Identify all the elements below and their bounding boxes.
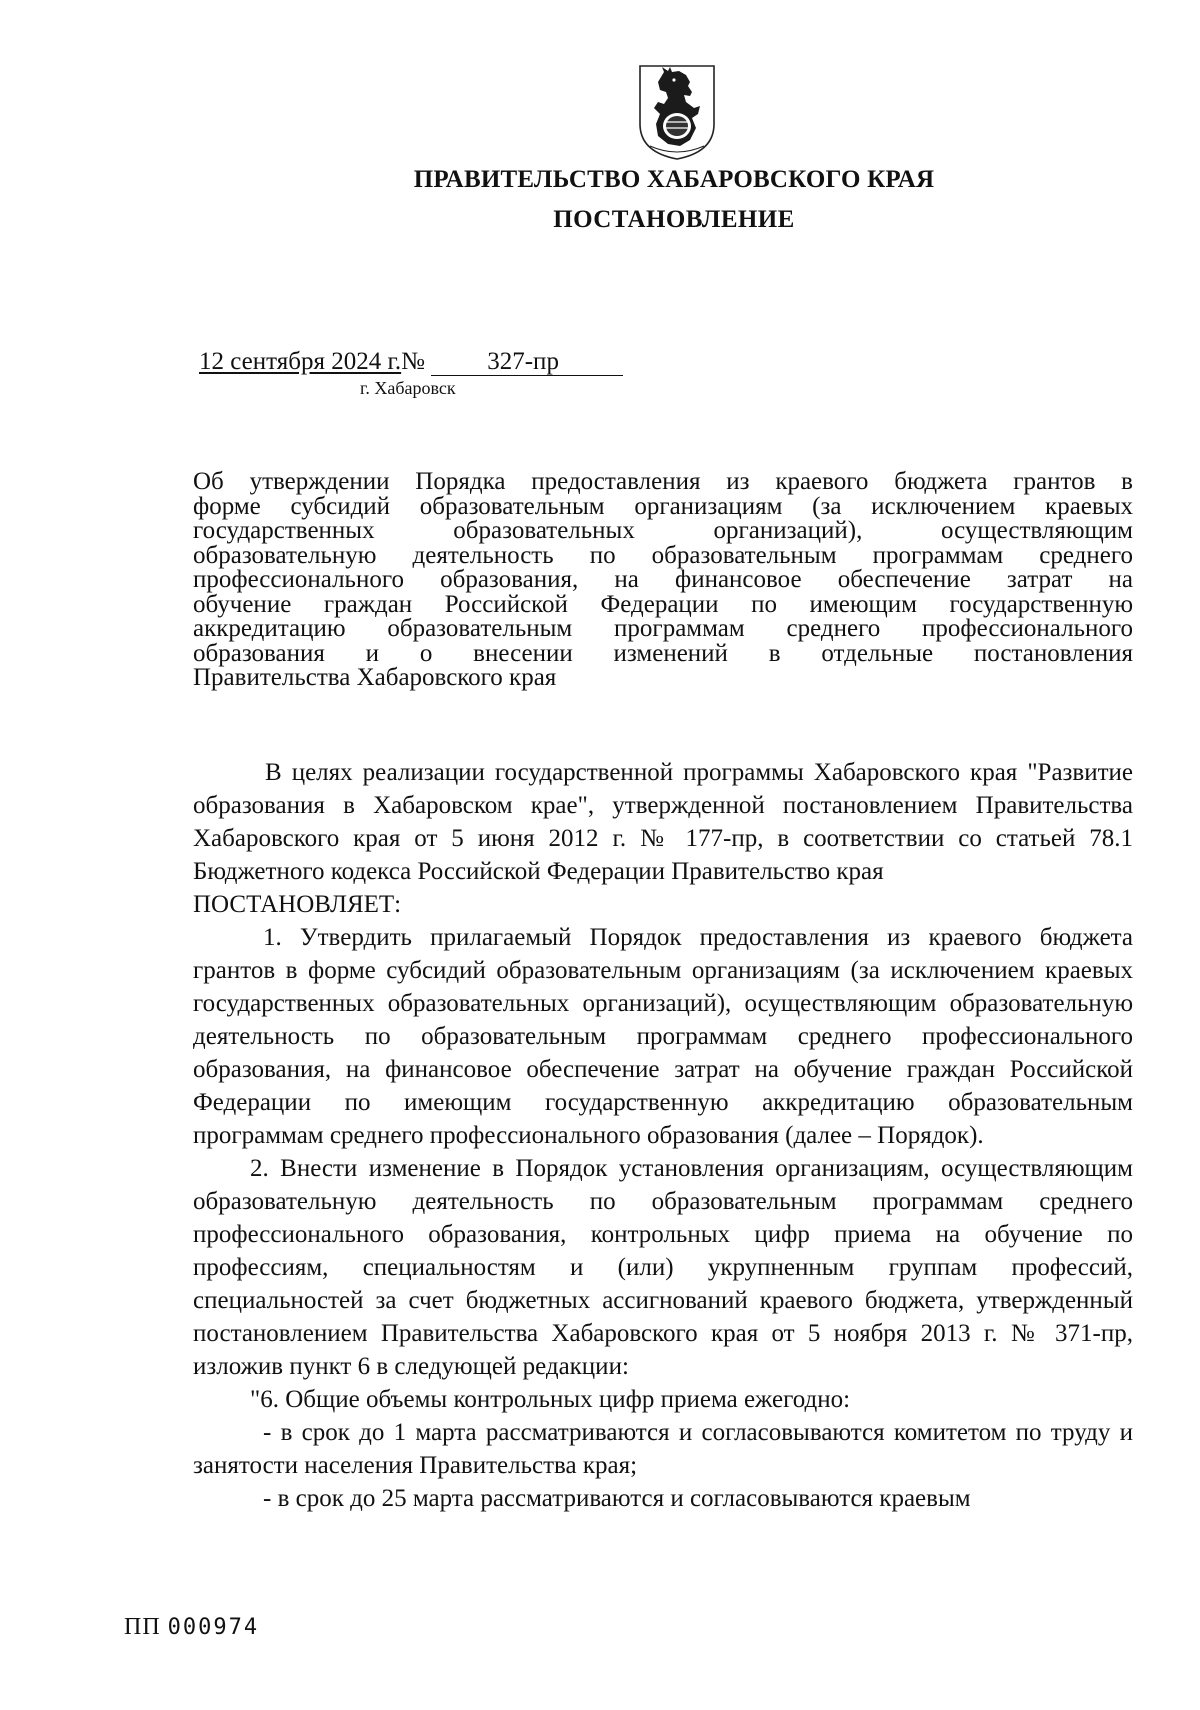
item-1-paragraph: 1. Утвердить прилагаемый Порядок предоставления из краевого бюджета грантов в форме субсидий образовательным организациям (за исключением краевых государственных образовательных организаций), осуществляющим образовательную деятельность по образовательным программам среднего профессионального образования, на финансовое обеспечение затрат на обучение граждан Российской Федерации по имеющим государственную аккредитацию образовательным программам среднего профессионального образования (далее – Порядок). xyxy=(193,924,1133,1149)
subject-line: образовательную деятельность по образовательным программам среднего xyxy=(193,541,1133,569)
document-body xyxy=(193,756,1133,1515)
subject-line: Об утверждении Порядка предоставления из краевого бюджета грантов в xyxy=(193,468,1133,495)
coat-of-arms-icon xyxy=(634,62,720,162)
subject-line: государственных образовательных организаций), осуществляющим xyxy=(193,517,1133,544)
form-series: ПП xyxy=(124,1614,161,1640)
subject-line: Правительства Хабаровского края xyxy=(193,664,557,691)
registration-date: 12 сентября 2024 г. xyxy=(199,348,402,375)
registration-line xyxy=(199,348,623,376)
registration-number: 327-пр xyxy=(431,349,623,376)
quote-intro: "6. Общие объемы контрольных цифр приема ежегодно: xyxy=(250,1386,851,1413)
subject-line: аккредитацию образовательным программам среднего профессионального xyxy=(193,615,1133,642)
organization-title: ПРАВИТЕЛЬСТВО ХАБАРОВСКОГО КРАЯ xyxy=(413,166,935,193)
bullet-item: - в срок до 1 марта рассматриваются и согласовываются комитетом по труду и занятости населения Правительства края; xyxy=(193,1419,1133,1479)
number-sign: № xyxy=(401,348,425,375)
document-subject xyxy=(193,470,1133,691)
city: г. Хабаровск xyxy=(360,378,456,398)
subject-line: профессионального образования, на финансовое обеспечение затрат на xyxy=(193,566,1133,593)
item-2-paragraph: 2. Внести изменение в Порядок установления организациям, осуществляющим образовательную деятельность по образовательным программам среднего профессионального образования, контрольных цифр приема на обучение по профессиям, специальностям и (или) укрупненным группам профессий, специальностей за счет бюджетных ассигнований краевого бюджета, утвержденный постановлением Правительства Хабаровского края от 5 ноября 2013 г. № 371-пр, изложив пункт 6 в следующей редакции: xyxy=(193,1155,1133,1380)
form-serial-number: 000974 xyxy=(167,1615,260,1640)
form-serial-code xyxy=(124,1614,259,1641)
bullet-item: - в срок до 25 марта рассматриваются и согласовываются краевым xyxy=(263,1485,971,1512)
preamble-paragraph: В целях реализации государственной программы Хабаровского края "Развитие образования в Хабаровском крае", утвержденной постановлением Правительства Хабаровского края от 5 июня 2012 г. № 177-пр, в соответствии со статьей 78.1 Бюджетного кодекса Российской Федерации Правительство края xyxy=(193,759,1133,885)
document-type: ПОСТАНОВЛЕНИЕ xyxy=(553,206,795,233)
subject-line: форме субсидий образовательным организациям (за исключением краевых xyxy=(193,492,1133,520)
resolves-heading: ПОСТАНОВЛЯЕТ: xyxy=(193,891,402,918)
subject-line: обучение граждан Российской Федерации по имеющим государственную xyxy=(193,590,1133,618)
subject-line: образования и о внесении изменений в отдельные постановления xyxy=(193,639,1133,667)
